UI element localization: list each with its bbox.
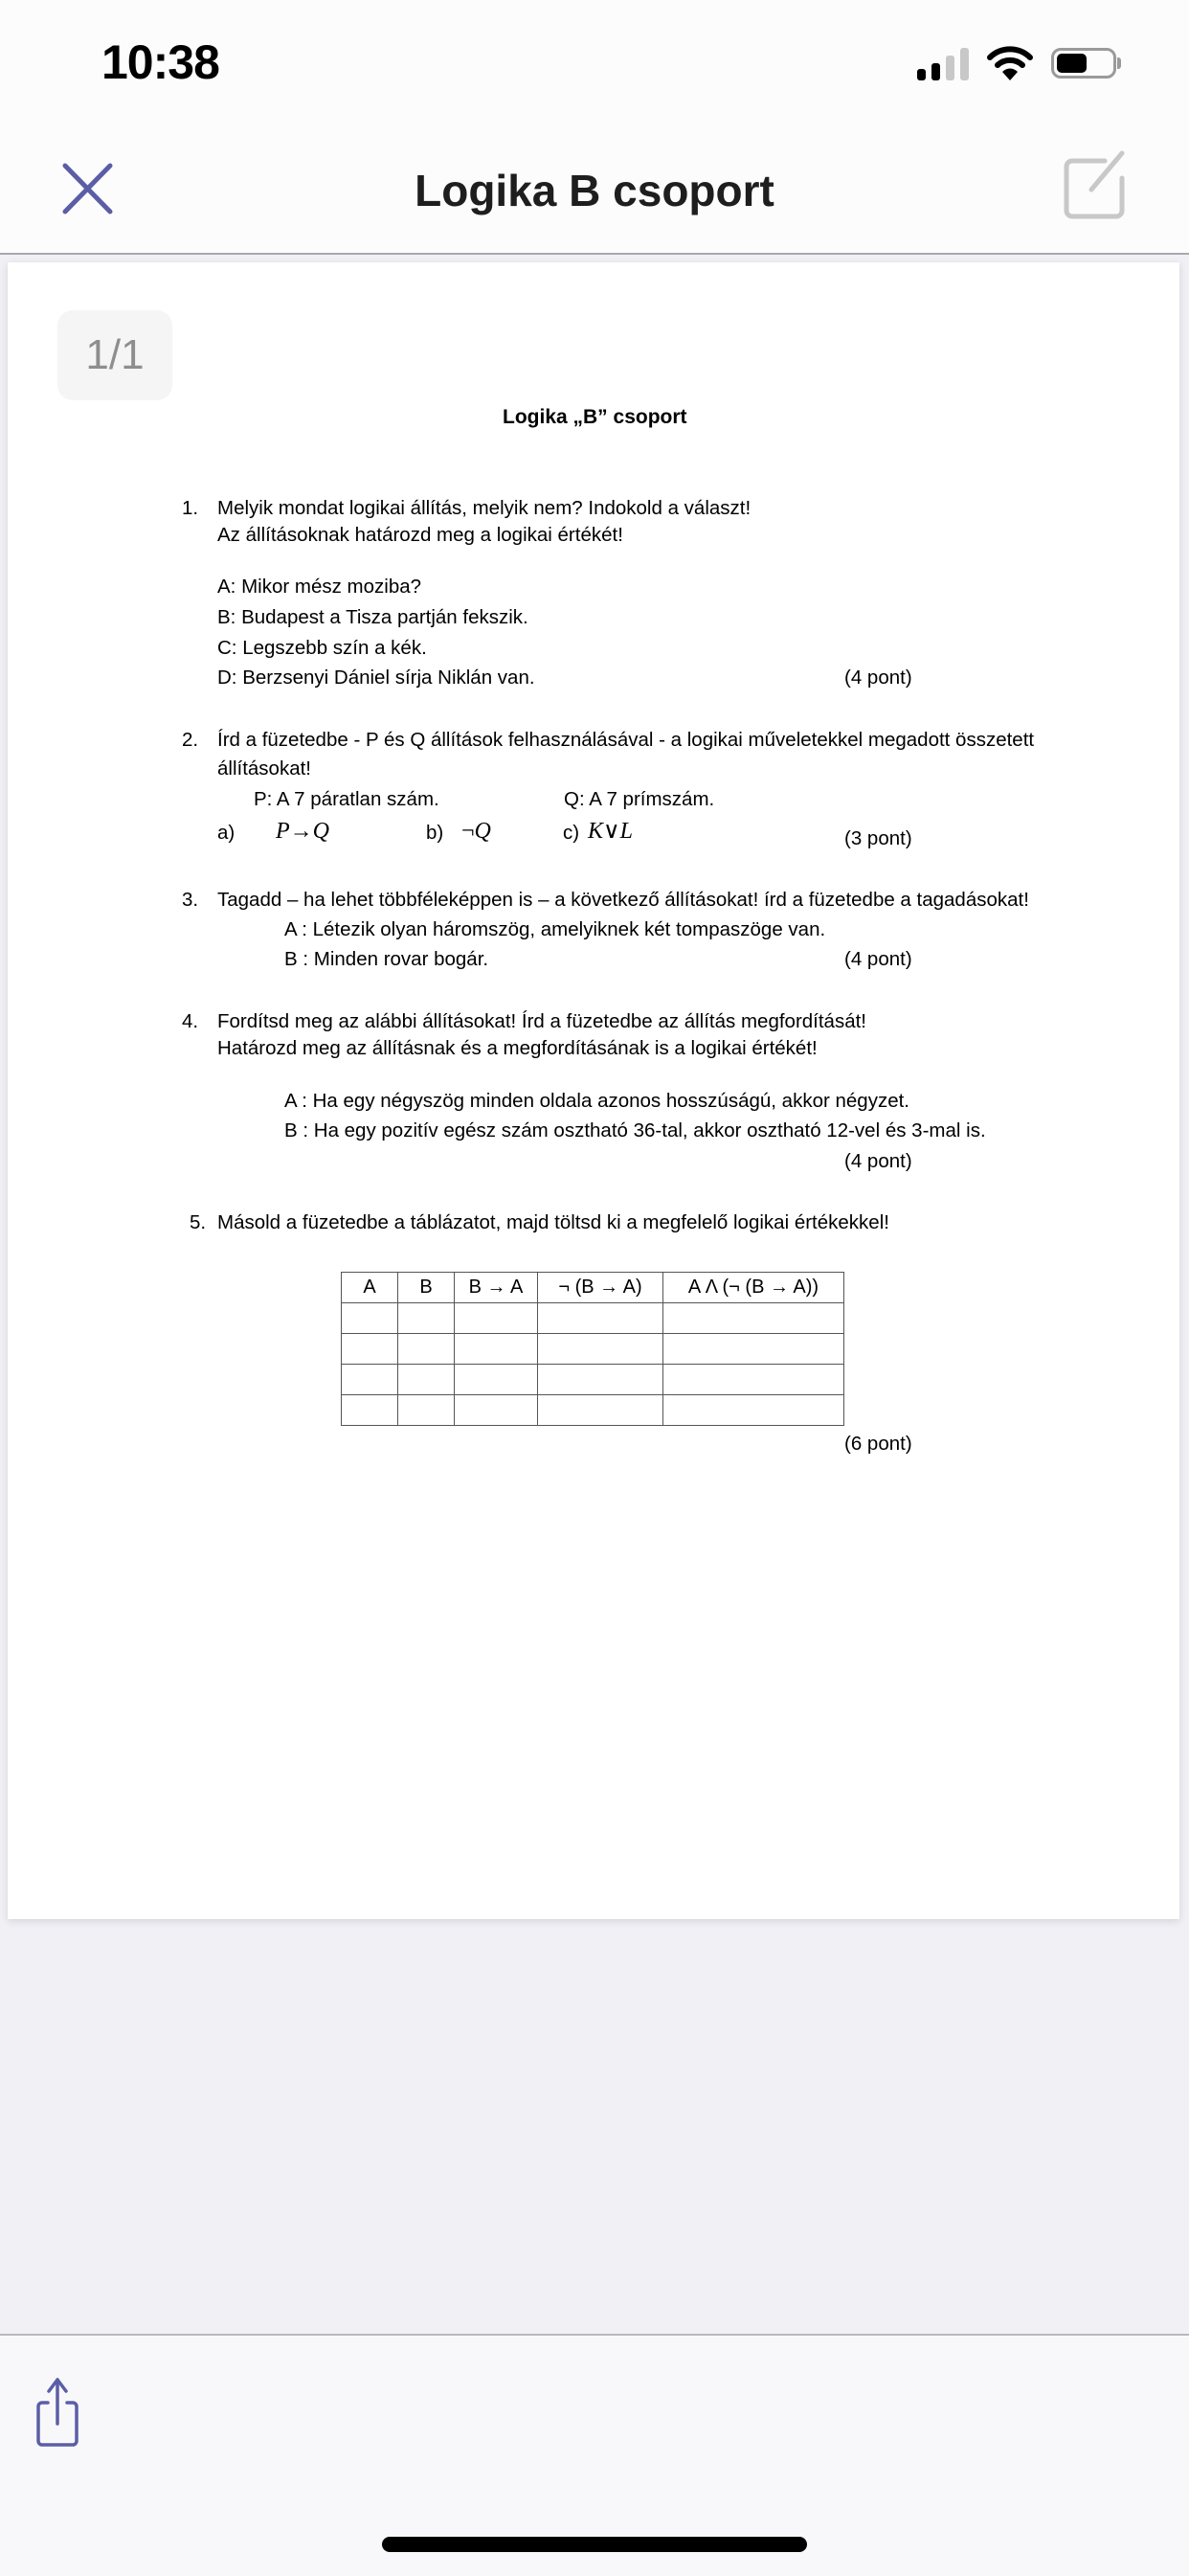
table-cell <box>663 1365 844 1395</box>
document-title: Logika „B” csoport <box>503 406 687 428</box>
signal-bar <box>917 69 926 80</box>
wifi-icon <box>986 44 1034 82</box>
document-page <box>8 262 1179 1919</box>
formula-operator: → <box>289 819 313 844</box>
table-cell <box>398 1334 455 1365</box>
list-item: A : Ha egy négyszög minden oldala azonos hosszúságú, akkor négyzet. <box>284 1090 909 1112</box>
nav-bar <box>0 124 1189 255</box>
signal-bar <box>946 56 954 80</box>
status-time: 10:38 <box>101 35 219 89</box>
formula-b <box>461 820 491 843</box>
table-cell <box>455 1334 538 1365</box>
question-number: 5. <box>190 1211 207 1233</box>
table-cell <box>455 1395 538 1426</box>
table-cell <box>342 1365 398 1395</box>
subitem-label: c) <box>563 822 580 844</box>
table-cell <box>398 1395 455 1426</box>
list-item: A : Létezik olyan háromszög, amelyiknek két tompaszöge van. <box>284 918 826 940</box>
formula-operand: Q <box>312 819 330 844</box>
table-header: A Λ (¬ (B → A)) <box>663 1273 844 1303</box>
question-number: 1. <box>182 497 199 519</box>
formula-operand: K <box>588 819 604 844</box>
share-button[interactable] <box>34 2374 80 2451</box>
signal-bar <box>960 48 969 80</box>
question-text: Fordítsd meg az alábbi állításokat! Írd a füzetedbe az állítás megfordítását! <box>217 1010 867 1032</box>
battery-icon <box>1051 48 1116 79</box>
formula-operand: P <box>276 819 290 844</box>
question-number: 3. <box>182 889 199 911</box>
table-row <box>342 1365 844 1395</box>
table-row <box>342 1334 844 1365</box>
table-header: B <box>398 1273 455 1303</box>
page-indicator: 1/1 <box>57 310 172 400</box>
question-text: Határozd meg az állításnak és a megfordításának is a logikai értékét! <box>217 1037 818 1059</box>
table-row <box>342 1303 844 1334</box>
list-item: B : Minden rovar bogár. <box>284 948 489 970</box>
subitem-label: a) <box>217 822 236 844</box>
table-row <box>342 1395 844 1426</box>
battery-fill <box>1057 54 1087 73</box>
definition-q: Q: A 7 prímszám. <box>564 788 715 810</box>
formula-operator: ∨ <box>603 819 620 844</box>
question-number: 4. <box>182 1010 199 1032</box>
nav-title: Logika B csoport <box>415 166 774 215</box>
edit-button[interactable] <box>1053 147 1133 228</box>
question-text: Az állításoknak határozd meg a logikai értékét! <box>217 524 623 546</box>
formula-operand: Q <box>474 819 491 844</box>
points-label: (3 pont) <box>844 827 912 849</box>
table-header-row <box>342 1273 844 1303</box>
subitem-label: b) <box>426 822 444 844</box>
table-cell <box>538 1303 663 1334</box>
table-header: ¬ (B → A) <box>538 1273 663 1303</box>
table-cell <box>398 1303 455 1334</box>
points-label: (4 pont) <box>844 667 912 689</box>
question-number: 2. <box>182 729 199 751</box>
table-cell <box>663 1334 844 1365</box>
definition-p: P: A 7 páratlan szám. <box>254 788 439 810</box>
list-item: B: Budapest a Tisza partján fekszik. <box>217 606 528 628</box>
table-header: A <box>342 1273 398 1303</box>
list-item: B : Ha egy pozitív egész szám osztható 36-tal, akkor osztható 12-vel és 3-mal is. <box>284 1119 986 1141</box>
list-item: A: Mikor mész moziba? <box>217 576 422 598</box>
home-indicator <box>382 2537 807 2552</box>
question-text: Másold a füzetedbe a táblázatot, majd töltsd ki a megfelelő logikai értékekkel! <box>217 1211 889 1233</box>
list-item: C: Legszebb szín a kék. <box>217 637 427 659</box>
table-cell <box>398 1365 455 1395</box>
truth-table <box>341 1272 844 1426</box>
table-cell <box>455 1365 538 1395</box>
battery-cap <box>1117 57 1121 69</box>
list-item: D: Berzsenyi Dániel sírja Niklán van. <box>217 667 535 689</box>
formula-operator: ¬ <box>461 819 475 844</box>
compose-edit-icon <box>1053 147 1133 228</box>
share-icon <box>34 2374 80 2451</box>
formula-a <box>276 820 329 843</box>
points-label: (4 pont) <box>844 948 912 970</box>
table-header: B → A <box>455 1273 538 1303</box>
question-text: Írd a füzetedbe - P és Q állítások felhasználásával - a logikai műveletekkel megadott összetett <box>217 729 1035 751</box>
signal-bar <box>931 63 940 80</box>
question-text: Tagadd – ha lehet többféleképpen is – a következő állításokat! írd a füzetedbe a tagadásokat! <box>217 889 1029 911</box>
table-cell <box>538 1365 663 1395</box>
formula-operand: L <box>619 819 633 844</box>
formula-c <box>588 820 633 843</box>
table-cell <box>538 1334 663 1365</box>
points-label: (6 pont) <box>844 1433 912 1455</box>
table-cell <box>342 1334 398 1365</box>
table-cell <box>663 1395 844 1426</box>
table-cell <box>342 1303 398 1334</box>
table-cell <box>342 1395 398 1426</box>
question-text: Melyik mondat logikai állítás, melyik nem? Indokold a választ! <box>217 497 752 519</box>
question-text: állításokat! <box>217 757 311 780</box>
status-bar <box>0 0 1189 124</box>
points-label: (4 pont) <box>844 1150 912 1172</box>
table-cell <box>455 1303 538 1334</box>
table-cell <box>663 1303 844 1334</box>
table-cell <box>538 1395 663 1426</box>
